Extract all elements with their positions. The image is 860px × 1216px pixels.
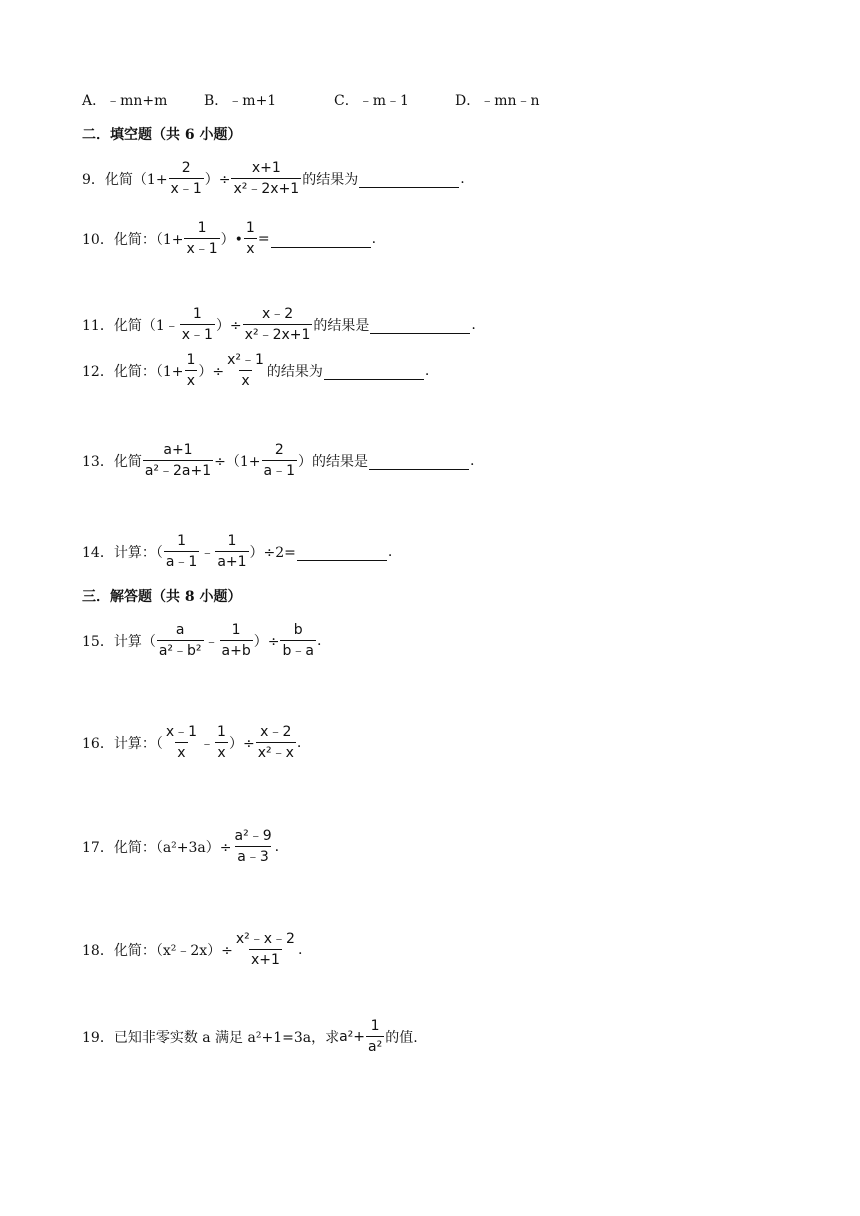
numerator: 1 — [231, 622, 241, 638]
q19-end: 的值. — [385, 1030, 418, 1046]
denominator: a+1 — [215, 551, 248, 571]
denominator: x — [244, 238, 256, 258]
q13-prefix: 13．化简 — [82, 454, 142, 470]
numerator: 1 — [192, 306, 202, 322]
q17-fraction-1 — [233, 828, 274, 866]
denominator: x — [175, 742, 187, 762]
q15-operator-2: ）÷ — [253, 634, 280, 650]
denominator: a﹣3 — [235, 846, 271, 866]
section-fill-heading: 二．填空题（共 6 小题） — [82, 127, 242, 143]
numerator: 2 — [181, 160, 191, 176]
numerator: x²﹣1 — [227, 352, 264, 368]
q16-fraction-3 — [256, 724, 296, 762]
q18-prefix: 18．化简：（x²﹣2x）÷ — [82, 943, 233, 959]
q16-fraction-2 — [215, 724, 228, 762]
q11-prefix: 11．化简（1﹣ — [82, 318, 179, 334]
numerator: a — [175, 622, 185, 638]
option-d — [455, 90, 540, 110]
q13-suffix: ）的结果是 — [298, 454, 369, 470]
denominator: a+b — [220, 640, 253, 660]
answer-blank[interactable] — [297, 544, 387, 561]
denominator: x — [239, 370, 251, 390]
denominator: x﹣1 — [184, 238, 219, 258]
q12-operator: ）÷ — [198, 364, 225, 380]
q15-fraction-2 — [220, 622, 253, 660]
numerator: x﹣2 — [261, 306, 294, 322]
denominator: x﹣1 — [169, 178, 204, 198]
numerator: 1 — [370, 1018, 380, 1034]
q14-prefix: 14．计算：（ — [82, 545, 163, 561]
q11-end: . — [471, 317, 476, 333]
denominator: x²﹣2x+1 — [243, 324, 313, 344]
q11-fraction-2 — [243, 306, 313, 344]
option-label: C． — [334, 93, 359, 109]
q19-fraction-1 — [366, 1018, 384, 1056]
q14-fraction-1 — [164, 533, 200, 571]
question-16 — [82, 724, 301, 762]
numerator: 1 — [245, 220, 255, 236]
q10-operator: ）• — [220, 232, 243, 248]
denominator: a² — [366, 1036, 384, 1056]
question-13 — [82, 442, 474, 480]
denominator: x — [185, 370, 197, 390]
q16-fraction-1 — [164, 724, 199, 762]
q13-fraction-2 — [262, 442, 298, 480]
question-10 — [82, 220, 376, 258]
answer-blank[interactable] — [369, 453, 469, 470]
q14-suffix: ）÷2= — [249, 545, 296, 561]
option-label: D． — [455, 93, 481, 109]
q16-end: . — [296, 735, 302, 751]
option-text: ﹣m﹣1 — [358, 93, 409, 109]
q15-prefix: 15．计算（ — [82, 634, 156, 650]
q19-term: a²+ — [339, 1029, 366, 1045]
answer-blank[interactable] — [359, 171, 459, 188]
q10-fraction-1 — [184, 220, 219, 258]
option-a — [82, 90, 167, 110]
q10-end: . — [371, 231, 377, 247]
q16-operator-2: ）÷ — [228, 736, 255, 752]
denominator: x²﹣x — [256, 742, 296, 762]
option-text: ﹣mn﹣n — [480, 93, 540, 109]
option-text: ﹣m+1 — [228, 93, 277, 109]
question-19 — [82, 1018, 418, 1056]
denominator: a﹣1 — [164, 551, 200, 571]
q11-fraction-1 — [180, 306, 215, 344]
q19-prefix: 19．已知非零实数 a 满足 a²+1=3a，求 — [82, 1030, 340, 1046]
question-12 — [82, 352, 429, 390]
question-15 — [82, 622, 321, 660]
q18-fraction-1 — [234, 931, 297, 969]
denominator: x+1 — [249, 949, 282, 969]
numerator: x﹣2 — [260, 724, 292, 740]
numerator: x²﹣x﹣2 — [235, 931, 295, 947]
option-label: A． — [82, 93, 107, 109]
option-b — [204, 90, 276, 110]
q16-operator: ﹣ — [200, 736, 215, 752]
denominator: x﹣1 — [180, 324, 215, 344]
denominator: a²﹣b² — [157, 640, 204, 660]
numerator: x+1 — [251, 160, 281, 176]
denominator: x — [215, 742, 227, 762]
q9-fraction-1 — [169, 160, 204, 198]
q12-end: . — [424, 363, 430, 379]
q9-prefix: 9．化简（1+ — [82, 172, 168, 188]
answer-blank[interactable] — [324, 363, 424, 380]
question-18 — [82, 931, 302, 969]
q14-fraction-2 — [215, 533, 248, 571]
denominator: x²﹣2x+1 — [231, 178, 301, 198]
denominator: a﹣1 — [262, 460, 298, 480]
numerator: x﹣1 — [165, 724, 198, 740]
answer-blank[interactable] — [370, 317, 470, 334]
q16-prefix: 16．计算：（ — [82, 736, 163, 752]
numerator: a+1 — [163, 442, 193, 458]
numerator: 1 — [227, 533, 237, 549]
q10-suffix: = — [257, 231, 270, 247]
option-c — [334, 90, 409, 110]
question-9 — [82, 160, 465, 198]
numerator: a²﹣9 — [234, 828, 272, 844]
question-14 — [82, 533, 392, 571]
denominator: b﹣a — [280, 640, 315, 660]
q9-fraction-2 — [231, 160, 301, 198]
option-text: ﹣mn+m — [106, 93, 168, 109]
q12-prefix: 12．化简：（1+ — [82, 364, 184, 380]
question-11 — [82, 306, 476, 344]
denominator: a²﹣2a+1 — [143, 460, 213, 480]
section-solve-heading: 三．解答题（共 8 小题） — [82, 589, 242, 605]
q9-operator: ）÷ — [204, 172, 231, 188]
q11-operator: ）÷ — [215, 318, 242, 334]
numerator: 1 — [177, 533, 187, 549]
numerator: b — [293, 622, 303, 638]
q11-suffix: 的结果是 — [313, 318, 370, 334]
q13-operator: ÷（1+ — [214, 454, 261, 470]
q13-fraction-1 — [143, 442, 213, 480]
q13-end: . — [470, 453, 475, 469]
q14-end: . — [387, 544, 393, 560]
q18-end: . — [297, 942, 303, 958]
option-label: B． — [204, 93, 229, 109]
numerator: 2 — [274, 442, 284, 458]
numerator: 1 — [197, 220, 207, 236]
q12-suffix: 的结果为 — [266, 364, 323, 380]
numerator: 1 — [186, 352, 196, 368]
q17-prefix: 17．化简：（a²+3a）÷ — [82, 840, 232, 856]
q15-end: . — [316, 633, 322, 649]
question-17 — [82, 828, 279, 866]
q15-fraction-3 — [280, 622, 315, 660]
q17-end: . — [274, 839, 280, 855]
q12-fraction-2 — [225, 352, 266, 390]
q14-operator: ﹣ — [200, 545, 215, 561]
q9-suffix: 的结果为 — [302, 172, 359, 188]
q9-end: . — [460, 171, 465, 187]
q12-fraction-1 — [184, 352, 197, 390]
q15-fraction-1 — [157, 622, 204, 660]
q10-fraction-2 — [244, 220, 257, 258]
q15-operator: ﹣ — [204, 634, 219, 650]
numerator: 1 — [217, 724, 226, 740]
answer-blank[interactable] — [271, 231, 371, 248]
q10-prefix: 10．化简：（1+ — [82, 232, 184, 248]
